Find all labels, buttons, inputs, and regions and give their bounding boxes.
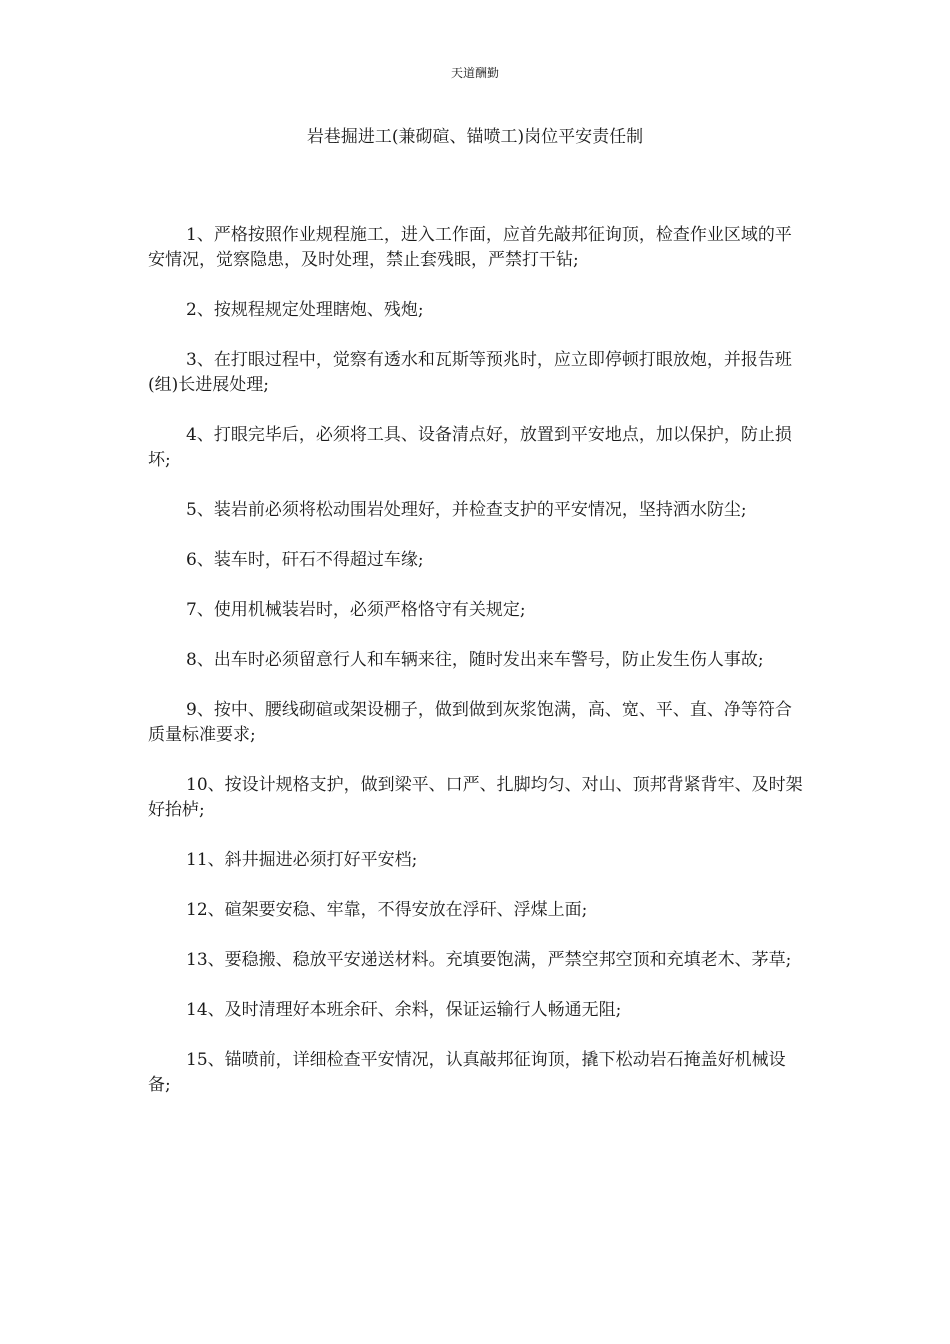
paragraph-5: 5、装岩前必须将松动围岩处理好，并检查支护的平安情况，坚持洒水防尘; xyxy=(186,500,747,520)
paragraph-1: 1、严格按照作业规程施工，进入工作面，应首先敲邦征询顶，检查作业区域的平安情况，觉察隐患，及时处理，禁止套残眼，严禁打干钻; xyxy=(148,225,792,270)
paragraph-8: 8、出车时必须留意行人和车辆来往，随时发出来车警号，防止发生伤人事故; xyxy=(186,650,764,670)
paragraph-14: 14、及时清理好本班余矸、余料，保证运输行人畅通无阻; xyxy=(186,1000,622,1020)
paragraph-4: 4、打眼完毕后，必须将工具、设备清点好，放置到平安地点，加以保护，防止损坏; xyxy=(148,425,792,470)
paragraph-7: 7、使用机械装岩时，必须严格恪守有关规定; xyxy=(186,600,526,620)
paragraph-6: 6、装车时，矸石不得超过车缘; xyxy=(186,550,424,570)
paragraph-13: 13、要稳搬、稳放平安递送材料。充填要饱满，严禁空邦空顶和充填老木、茅草; xyxy=(186,950,792,970)
paragraph-9: 9、按中、腰线砌碹或架设棚子，做到做到灰浆饱满，高、宽、平、直、净等符合质量标准要求; xyxy=(148,700,792,745)
paragraph-10: 10、按设计规格支护，做到梁平、口严、扎脚均匀、对山、顶邦背紧背牢、及时架好抬栌; xyxy=(148,775,803,820)
document-title: 岩巷掘进工(兼砌碹、锚喷工)岗位平安责任制 xyxy=(306,127,644,147)
paragraph-15: 15、锚喷前，详细检查平安情况，认真敲邦征询顶，撬下松动岩石掩盖好机械设备; xyxy=(148,1050,786,1095)
page-header: 天道酬勤 xyxy=(450,66,499,80)
document-body xyxy=(148,223,806,1123)
paragraph-11: 11、斜井掘进必须打好平安档; xyxy=(186,850,418,870)
paragraph-3: 3、在打眼过程中，觉察有透水和瓦斯等预兆时，应立即停顿打眼放炮，并报告班(组)长进展处理; xyxy=(148,350,792,395)
paragraph-2: 2、按规程规定处理瞎炮、残炮; xyxy=(186,300,424,320)
paragraph-12: 12、碹架要安稳、牢靠，不得安放在浮矸、浮煤上面; xyxy=(186,900,588,920)
